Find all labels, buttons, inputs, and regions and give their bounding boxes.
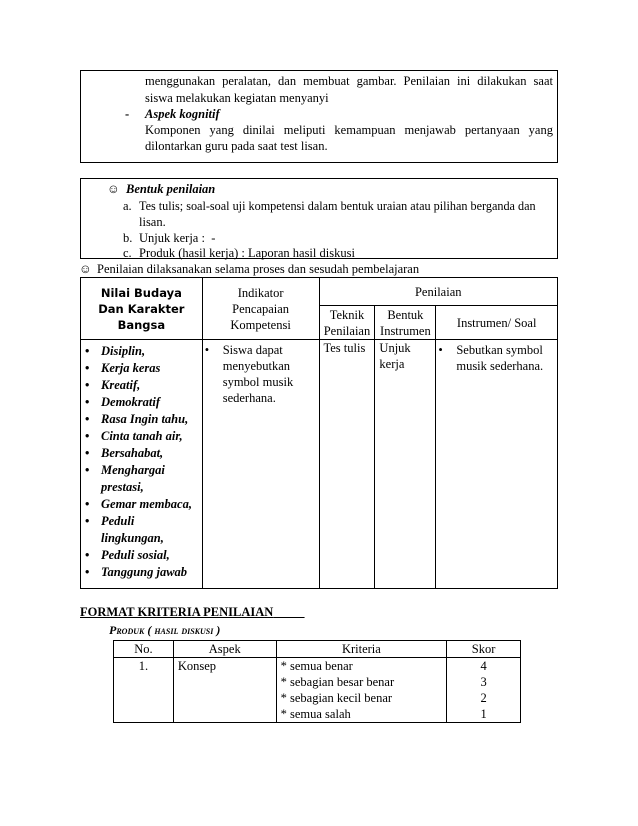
character-value-item: • Tanggung jawab	[85, 564, 198, 581]
header-kriteria: Kriteria	[276, 641, 447, 658]
form-item-b-marker: b.	[123, 231, 133, 245]
form-item-c-marker: c.	[123, 246, 132, 260]
character-values-list	[81, 340, 202, 581]
header-aspek: Aspek	[173, 641, 276, 658]
character-value-item: • Peduli lingkungan,	[85, 513, 198, 547]
character-value-item: • Peduli sosial,	[85, 547, 198, 564]
character-value-item: • Cinta tanah air,	[85, 428, 198, 445]
score-value: 1	[480, 707, 487, 721]
soal-cell	[436, 340, 558, 589]
character-value-item: • Bersahabat,	[85, 445, 198, 462]
assessment-form-title: Bentuk penilaian	[126, 182, 216, 196]
header-teknik: Teknik Penilaian	[319, 306, 375, 340]
row-aspek: Konsep	[173, 658, 276, 723]
box1-line-3: Komponen yang dinilai meliputi kemampuan menjawab pertanyaan yang	[145, 123, 553, 137]
indikator-cell	[202, 340, 319, 589]
header-penilaian: Penilaian	[319, 278, 558, 306]
bentuk-text: Unjuk kerja	[379, 341, 411, 371]
box1-line-1: menggunakan peralatan, dan membuat gambar. Penilaian ini dilakukan saat	[145, 74, 553, 88]
row-kriteria	[276, 658, 447, 723]
criteria-line: * semua salah	[280, 707, 351, 721]
cognitive-aspect-title: Aspek kognitif	[145, 107, 220, 121]
indikator-text: • Siswa dapat menyebutkan symbol musik sederhana.	[203, 340, 319, 406]
form-item-a-text: Tes tulis; soal-soal uji kompetensi dalam bentuk uraian atau pilihan berganda dan	[139, 199, 536, 213]
character-value-item: • Menghargai prestasi,	[85, 462, 198, 496]
character-value-item: • Kreatif,	[85, 377, 198, 394]
assessment-timing-note: Penilaian dilaksanakan selama proses dan sesudah pembelajaran	[97, 262, 420, 276]
product-subheading: Produk ( hasil diskusi )	[109, 623, 221, 637]
criteria-line: * sebagian kecil benar	[280, 691, 393, 705]
form-item-b-text: Unjuk kerja : -	[139, 231, 216, 245]
form-item-a-marker: a.	[123, 199, 132, 213]
score-value: 4	[480, 659, 487, 673]
cognitive-dash: -	[125, 107, 130, 121]
form-item-c-text: Produk (hasil kerja) : Laporan hasil diskusi	[139, 246, 355, 260]
form-item-a-text-2: lisan.	[139, 215, 166, 229]
score-value: 3	[480, 675, 487, 689]
row-no: 1.	[114, 658, 174, 723]
character-value-item: • Demokratif	[85, 394, 198, 411]
criteria-table	[113, 640, 521, 723]
bentuk-cell	[375, 340, 436, 589]
header-bentuk: Bentuk Instrumen	[375, 306, 436, 340]
score-value: 2	[480, 691, 487, 705]
character-value-item: • Disiplin,	[85, 343, 198, 360]
box1-line-4: dilontarkan guru pada saat test lisan.	[145, 139, 328, 153]
header-skor: Skor	[447, 641, 521, 658]
header-indikator: Indikator Pencapaian Kompetensi	[202, 278, 319, 340]
character-value-item: • Kerja keras	[85, 360, 198, 377]
header-instrumen-soal: Instrumen/ Soal	[436, 306, 558, 340]
character-values-cell	[81, 340, 203, 589]
smiley-icon: ☺	[107, 182, 120, 196]
row-skor	[447, 658, 521, 723]
criteria-line: * semua benar	[280, 659, 353, 673]
box1-line-2: siswa melakukan kegiatan menyanyi	[145, 91, 329, 105]
criteria-line: * sebagian besar benar	[280, 675, 395, 689]
smiley-icon: ☺	[79, 262, 92, 276]
header-no: No.	[114, 641, 174, 658]
teknik-text: Tes tulis	[323, 341, 366, 355]
character-value-item: • Rasa Ingin tahu,	[85, 411, 198, 428]
format-heading: FORMAT KRITERIA PENILAIAN	[80, 605, 274, 619]
soal-text: • Sebutkan symbol musik sederhana.	[436, 340, 557, 374]
assessment-table	[80, 277, 558, 589]
teknik-cell	[319, 340, 375, 589]
character-value-item: • Gemar membaca,	[85, 496, 198, 513]
header-nilai-budaya: Nilai Budaya Dan Karakter Bangsa	[81, 278, 203, 340]
